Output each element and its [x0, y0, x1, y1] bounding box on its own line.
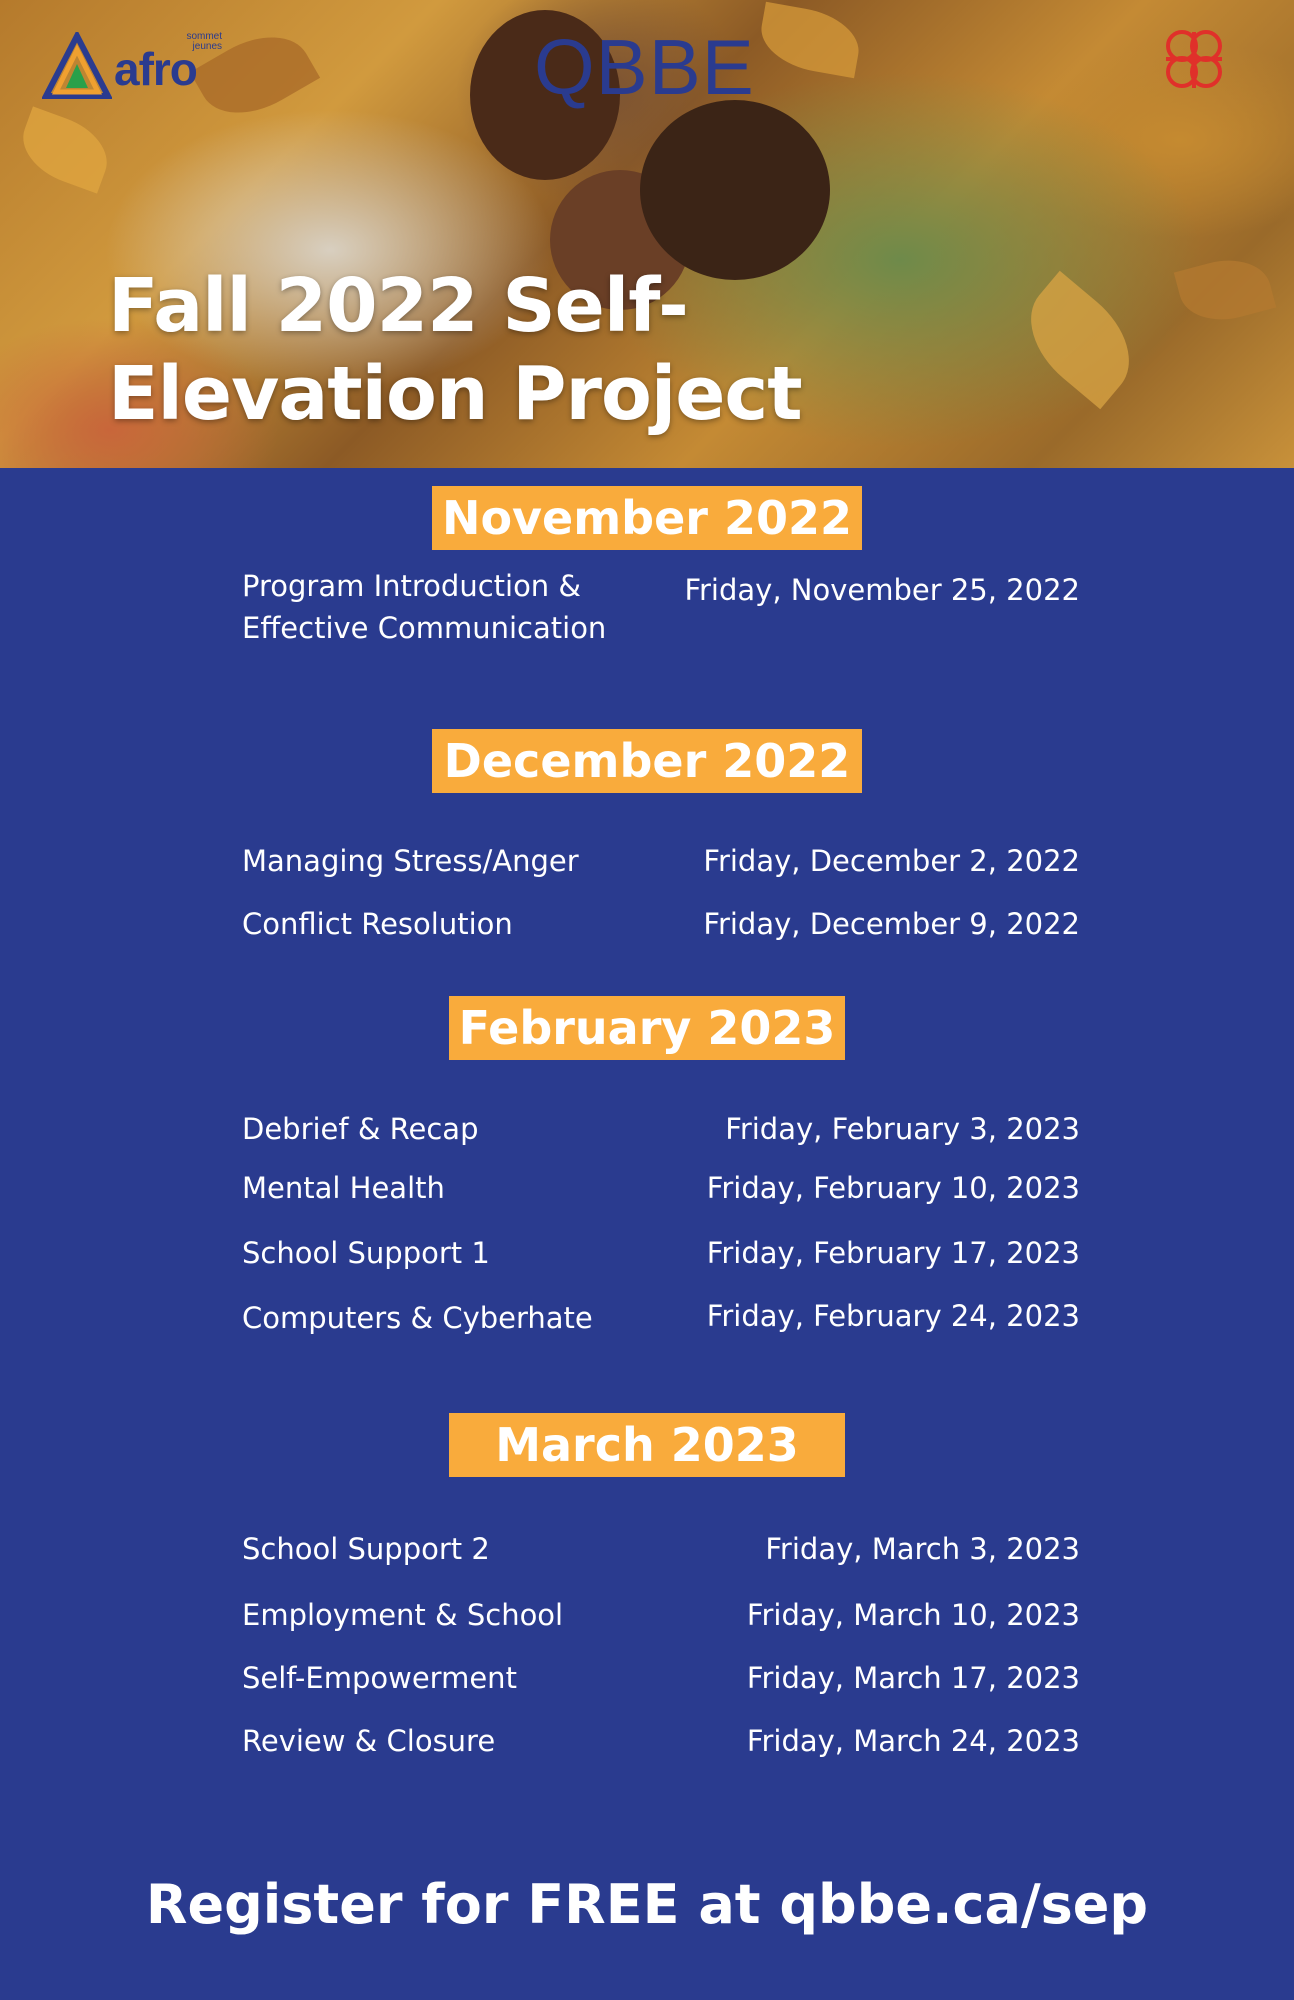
- month-header-december: December 2022: [432, 729, 862, 793]
- page-title: [108, 262, 802, 438]
- session-date: Friday, December 2, 2022: [703, 844, 1080, 878]
- session-date: Friday, February 24, 2023: [706, 1299, 1080, 1333]
- session-date: Friday, March 24, 2023: [746, 1724, 1080, 1758]
- qbbe-logo: QBBE: [534, 23, 755, 111]
- session-topic: Employment & School: [242, 1598, 564, 1632]
- session-date: Friday, November 25, 2022: [684, 573, 1080, 607]
- afro-logo: [42, 32, 222, 102]
- leaf-decoration: [12, 106, 117, 193]
- session-date: Friday, February 17, 2023: [706, 1236, 1080, 1270]
- leaf-decoration: [1174, 249, 1276, 330]
- leaf-decoration: [756, 2, 865, 78]
- page-title-line: Fall 2022 Self-: [108, 263, 688, 349]
- session-date: Friday, December 9, 2022: [703, 907, 1080, 941]
- page-title-text: [108, 263, 802, 437]
- session-date: Friday, February 3, 2023: [725, 1112, 1080, 1146]
- afro-logo-text: afro: [114, 43, 197, 95]
- session-date: Friday, March 3, 2023: [765, 1532, 1080, 1566]
- session-topic: Self-Empowerment: [242, 1661, 517, 1695]
- session-date: Friday, March 10, 2023: [746, 1598, 1080, 1632]
- session-topic: Debrief & Recap: [242, 1112, 479, 1146]
- session-topic: Program Introduction & Effective Communication: [242, 569, 607, 645]
- register-cta: Register for FREE at qbbe.ca/sep: [145, 1873, 1149, 1936]
- session-topic: Review & Closure: [242, 1724, 496, 1758]
- afro-logo-small-text: sommet jeunes: [186, 31, 222, 52]
- hero-photo: [0, 0, 1294, 468]
- session-date: Friday, March 17, 2023: [746, 1661, 1080, 1695]
- month-header-march: March 2023: [449, 1413, 845, 1477]
- session-date: Friday, February 10, 2023: [706, 1171, 1080, 1205]
- session-topic: School Support 2: [242, 1532, 490, 1566]
- month-header-february: February 2023: [449, 996, 845, 1060]
- session-topic: Computers & Cyberhate: [242, 1301, 593, 1335]
- session-topic: School Support 1: [242, 1236, 490, 1270]
- month-header-november: November 2022: [432, 486, 862, 550]
- afro-triangle-icon: [42, 32, 112, 102]
- session-topic: Conflict Resolution: [242, 907, 513, 941]
- session-topic: Managing Stress/Anger: [242, 844, 579, 878]
- montreal-flower-icon: [1156, 22, 1232, 98]
- man-face: [640, 100, 830, 280]
- leaf-decoration: [1008, 271, 1151, 409]
- page-title-line: Elevation Project: [108, 351, 802, 437]
- session-topic: Mental Health: [242, 1171, 445, 1205]
